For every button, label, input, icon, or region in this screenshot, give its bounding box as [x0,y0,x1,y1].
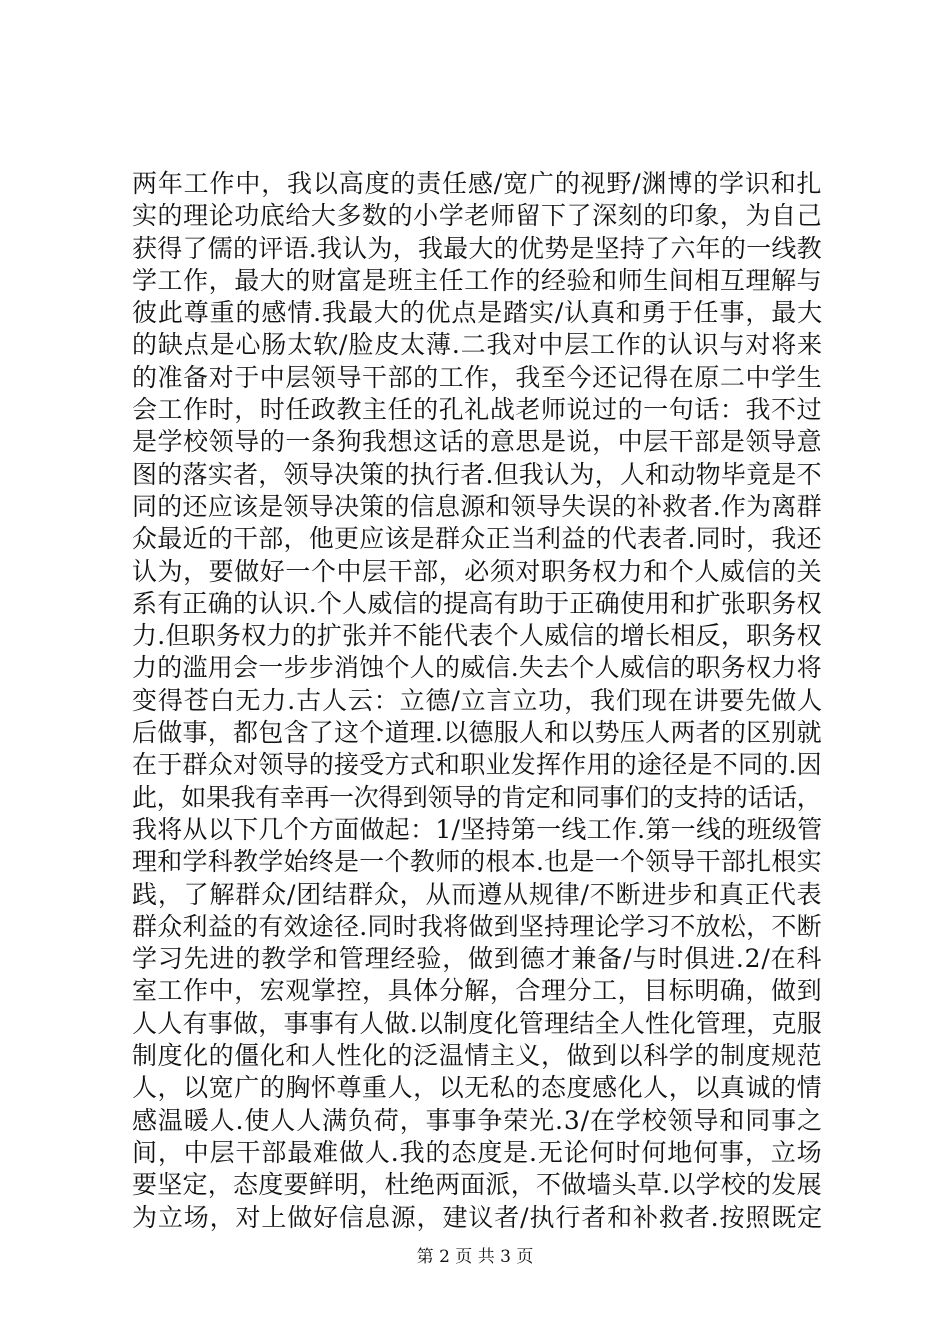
text-line: 群众利益的有效途径.同时我将做到坚持理论学习不放松，不断 [132,911,822,941]
text-line: 室工作中，宏观掌控，具体分解，合理分工，目标明确，做到 [132,976,823,1006]
text-line: 会工作时，时任政教主任的孔礼战老师说过的一句话：我不过 [132,395,823,425]
text-line: 是学校领导的一条狗我想这话的意思是说，中层干部是领导意 [132,427,823,457]
text-line: 同的还应该是领导决策的信息源和领导失误的补救者.作为离群 [132,491,822,521]
text-line: 后做事，都包含了这个道理.以德服人和以势压人两者的区别就 [132,718,822,748]
text-line: 人人有事做，事事有人做.以制度化管理结全人性化管理，克服 [132,1008,822,1038]
text-line: 学习先进的教学和管理经验，做到德才兼备/与时俱进.2/在科 [132,944,823,974]
text-line: 的准备对于中层领导干部的工作，我至今还记得在原二中学生 [132,362,823,392]
text-line: 学工作，最大的财富是班主任工作的经验和师生间相互理解与 [132,265,823,295]
text-line: 人，以宽广的胸怀尊重人，以无私的态度感化人，以真诚的情 [132,1073,823,1103]
text-line: 两年工作中，我以高度的责任感/宽广的视野/渊博的学识和扎 [132,169,823,198]
text-line: 理和学科教学始终是一个教师的根本.也是一个领导干部扎根实 [132,847,822,877]
text-line: 感温暖人.使人人满负荷，事事争荣光.3/在学校领导和同事之 [132,1105,823,1135]
text-line: 的缺点是心肠太软/脸皮太薄.二我对中层工作的认识与对将来 [132,330,823,360]
body-text [132,168,832,1234]
text-line: 众最近的干部，他更应该是群众正当利益的代表者.同时，我还 [132,524,822,554]
page-number-footer: 第 2 页 共 3 页 [416,1247,534,1267]
text-line: 践，了解群众/团结群众，从而遵从规律/不断进步和真正代表 [132,879,823,909]
text-line: 我将从以下几个方面做起：1/坚持第一线工作.第一线的班级管 [132,814,823,844]
text-line: 实的理论功底给大多数的小学老师留下了深刻的印象，为自己 [132,201,823,231]
text-line: 变得苍白无力.古人云：立德/立言立功，我们现在讲要先做人 [132,685,823,715]
text-line: 间，中层干部最难做人.我的态度是.无论何时何地何事，立场 [132,1137,823,1167]
text-line: 系有正确的认识.个人威信的提高有助于正确使用和扩张职务权 [132,588,822,618]
text-line: 要坚定，态度要鲜明，杜绝两面派，不做墙头草.以学校的发展 [132,1170,822,1200]
text-line: 为立场，对上做好信息源，建议者/执行者和补救者.按照既定 [132,1202,823,1232]
text-line: 彼此尊重的感情.我最大的优点是踏实/认真和勇于任事，最大 [132,298,823,328]
text-line: 认为，要做好一个中层干部，必须对职务权力和个人威信的关 [132,556,823,586]
text-line: 力的滥用会一步步消蚀个人的威信.失去个人威信的职务权力将 [132,653,822,683]
text-line: 获得了儒的评语.我认为，我最大的优势是坚持了六年的一线教 [132,233,822,263]
text-line: 在于群众对领导的接受方式和职业发挥作用的途径是不同的.因 [132,750,822,780]
text-line: 制度化的僵化和人性化的泛温情主义，做到以科学的制度规范 [132,1041,823,1071]
text-line: 力.但职务权力的扩张并不能代表个人威信的增长相反，职务权 [132,621,822,651]
text-line: 图的落实者，领导决策的执行者.但我认为，人和动物毕竟是不 [132,459,822,489]
text-line: 此，如果我有幸再一次得到领导的肯定和同事们的支持的话话， [132,782,822,812]
